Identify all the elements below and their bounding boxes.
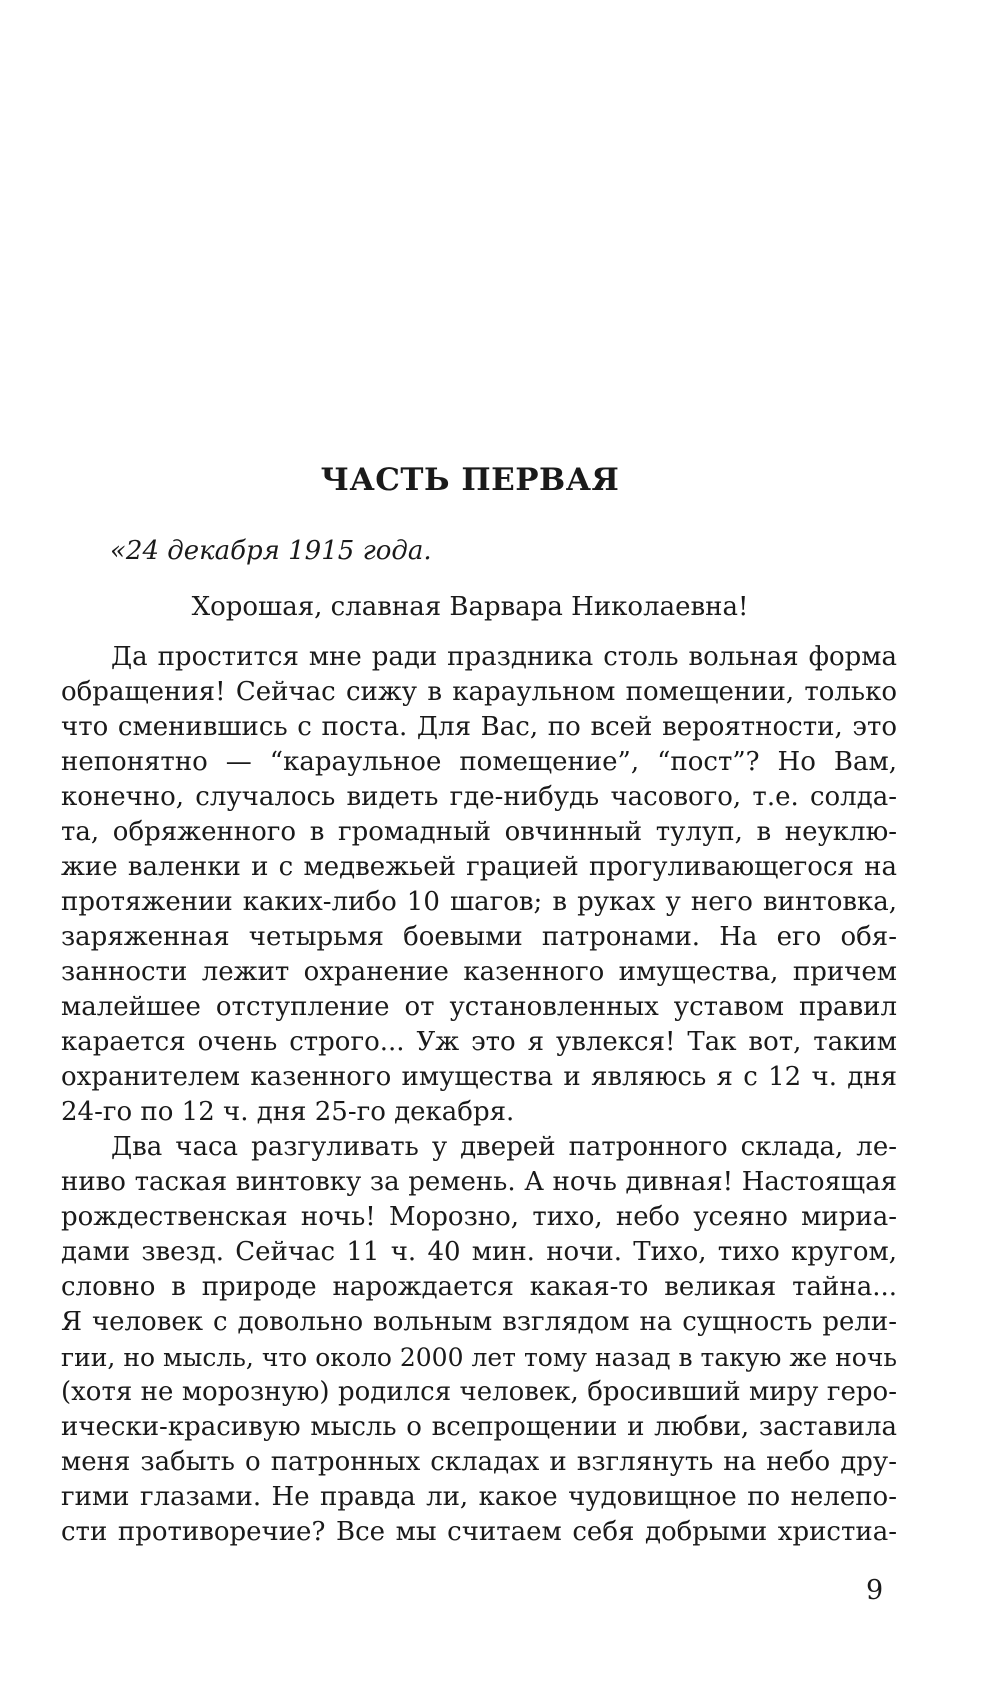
letter-salutation: Хорошая, славная Варвара Николаевна! bbox=[191, 592, 749, 622]
text-line: обращения! Сейчас сижу в караульном помещении, только bbox=[61, 677, 897, 707]
text-line: словно в природе нарождается какая-то великая тайна... bbox=[61, 1272, 897, 1302]
text-line: занности лежит охранение казенного имущества, причем bbox=[61, 957, 897, 987]
text-line: непонятно — “караульное помещение”, “пост”? Но Вам, bbox=[61, 747, 897, 777]
text-line: меня забыть о патронных складах и взглянуть на небо дру- bbox=[61, 1447, 897, 1477]
text-line: та, обряженного в громадный овчинный тулуп, в неуклю- bbox=[61, 817, 897, 847]
paragraph-1 bbox=[61, 640, 897, 1130]
text-line: заряженная четырьмя боевыми патронами. На его обя- bbox=[61, 922, 897, 952]
chapter-title: ЧАСТЬ ПЕРВАЯ bbox=[320, 462, 620, 498]
text-line: 24-го по 12 ч. дня 25-го декабря. bbox=[61, 1097, 515, 1127]
letter-body bbox=[61, 640, 897, 1550]
text-line: Да простится мне ради праздника столь вольная форма bbox=[111, 642, 897, 672]
text-line: конечно, случалось видеть где-нибудь часового, т.е. солда- bbox=[61, 782, 897, 812]
text-line: Я человек с довольно вольным взглядом на сущность рели- bbox=[61, 1307, 897, 1337]
text-line: (хотя не морозную) родился человек, бросивший миру геро- bbox=[61, 1377, 897, 1407]
text-line: рождественская ночь! Морозно, тихо, небо усеяно мириа- bbox=[61, 1202, 897, 1232]
text-line: ически-красивую мысль о всепрощении и любви, заставила bbox=[61, 1412, 897, 1442]
text-line: жие валенки и с медвежьей грацией прогуливающегося на bbox=[61, 852, 897, 882]
paragraph-2 bbox=[61, 1130, 897, 1550]
text-line: Два часа разгуливать у дверей патронного склада, ле- bbox=[111, 1132, 897, 1162]
letter-date: «24 декабря 1915 года. bbox=[110, 536, 432, 566]
text-line: сти противоречие? Все мы считаем себя добрыми христиа- bbox=[61, 1517, 897, 1547]
text-line: дами звезд. Сейчас 11 ч. 40 мин. ночи. Тихо, тихо кругом, bbox=[61, 1237, 897, 1267]
text-line: протяжении каких-либо 10 шагов; в руках у него винтовка, bbox=[61, 887, 897, 917]
text-line: ниво таская винтовку за ремень. А ночь дивная! Настоящая bbox=[61, 1167, 897, 1197]
page-number: 9 bbox=[866, 1575, 884, 1606]
text-line: карается очень строго... Уж это я увлекся! Так вот, таким bbox=[61, 1027, 897, 1057]
text-line: гии, но мысль, что около 2000 лет тому назад в такую же ночь bbox=[61, 1343, 897, 1372]
text-line: охранителем казенного имущества и являюсь я с 12 ч. дня bbox=[61, 1062, 897, 1092]
text-line: что сменившись с поста. Для Вас, по всей вероятности, это bbox=[61, 712, 897, 742]
text-line: малейшее отступление от установленных уставом правил bbox=[61, 992, 897, 1022]
text-line: гими глазами. Не правда ли, какое чудовищное по нелепо- bbox=[61, 1482, 897, 1512]
